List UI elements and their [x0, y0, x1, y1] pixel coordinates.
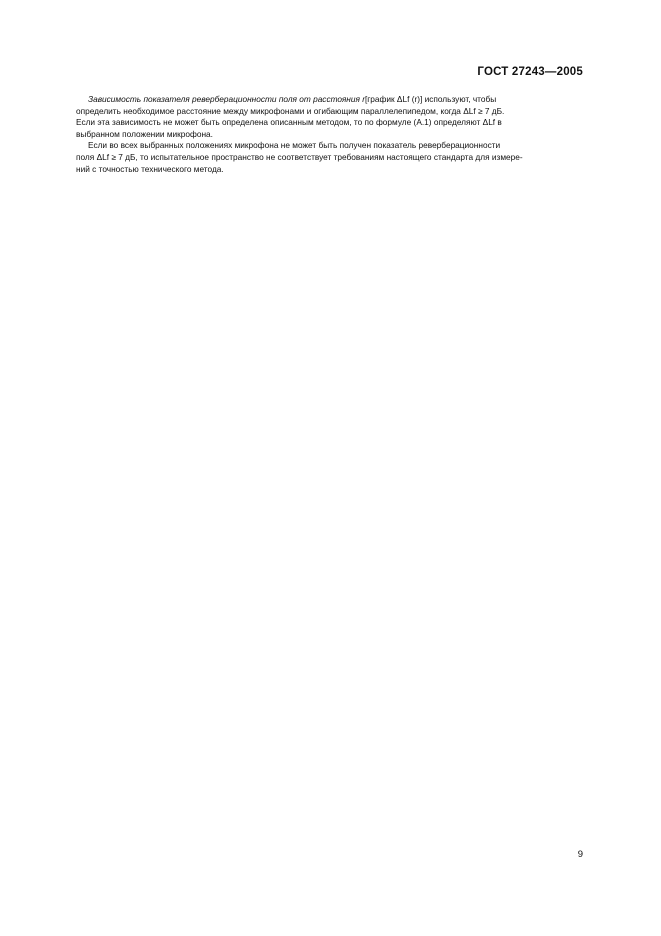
document-body: [76, 94, 582, 175]
text-line: Если эта зависимость не может быть определена описанным методом, то по формуле (А.1) определяют ΔLf в: [76, 117, 502, 128]
text-fragment: [график ΔLf (r)] используют, чтобы: [364, 94, 497, 104]
text-line: выбранном положении микрофона.: [76, 128, 213, 139]
text-line: Если во всех выбранных положениях микрофона не может быть получен показатель реверберационности: [88, 140, 501, 151]
paragraph-test-space-requirement: [76, 140, 582, 175]
page-number: 9: [577, 849, 583, 860]
text-line: определить необходимое расстояние между микрофонами и огибающим параллелепипедом, когда ΔLf ≥ 7 дБ.: [76, 105, 505, 116]
text-line: [76, 94, 582, 106]
text-line: поля ΔLf ≥ 7 дБ, то испытательное пространство не соответствует требованиям настоящего стандарта для измере-: [76, 151, 523, 162]
document-header: ГОСТ 27243—2005: [477, 66, 583, 78]
italic-term: Зависимость показателя реверберационности поля от расстояния r: [88, 94, 365, 104]
paragraph-reverberation-dependence: [76, 94, 582, 140]
text-line: ний с точностью технического метода.: [76, 163, 224, 174]
